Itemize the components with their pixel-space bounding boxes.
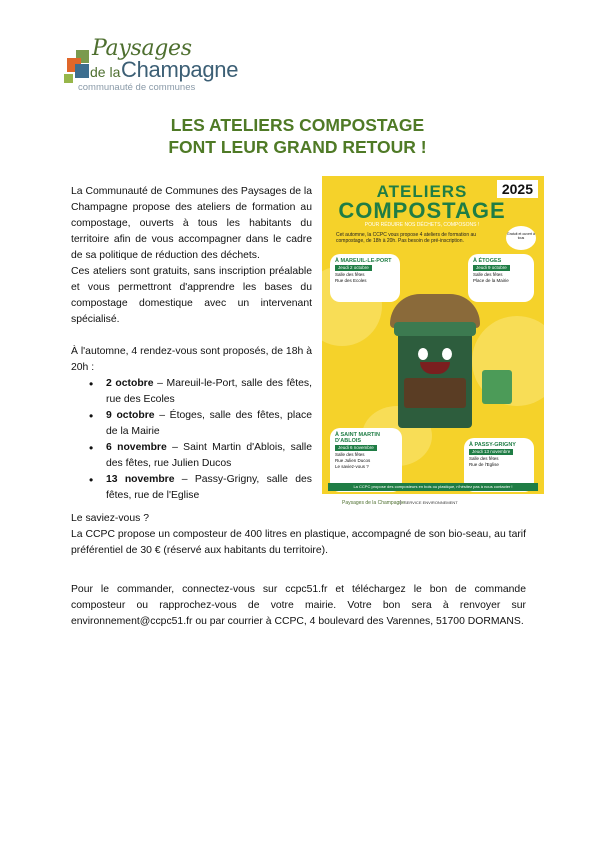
poster-info-bar: La CCPC propose des composteurs en bois ou plastique, n'hésitez pas à nous contacter !: [328, 483, 538, 491]
session-date: 2 octobre: [106, 378, 154, 389]
logo-line1: Paysages: [92, 36, 192, 61]
free-paragraph: Ces ateliers sont gratuits, sans inscription préalable et vous permettront d'apprendre les bases du compostage domestique avec un intervenant spécialisé.: [71, 266, 312, 325]
poster-title-2: COMPOSTAGE: [338, 198, 506, 223]
bubble-street: Rue Julien Ducos: [335, 458, 371, 463]
bubble-street: Rue de l'Eglise: [469, 462, 499, 467]
bubble-date: Jeudi 9 octobre: [473, 265, 510, 271]
title-line2: FONT LEUR GRAND RETOUR !: [168, 137, 427, 157]
poster-footer: [322, 494, 544, 517]
list-item: [71, 440, 312, 472]
list-item: [71, 472, 312, 504]
order-paragraph: Pour le commander, connectez-vous sur ccpc51.fr et téléchargez le bon de commande composteur ou rapprochez-vous de votre mairie. Votre bon sera à renvoyer sur environnement@ccpc51.fr ou par courrier à CCPC, 4 boulevard des Varennes, 51700 DORMANS.: [71, 584, 526, 627]
bubble-venue: Salle des fêtes: [335, 272, 365, 277]
poster-tagline: POUR RÉDUIRE NOS DÉCHETS, COMPOSONS !: [364, 222, 480, 228]
poster-session-bubble: [468, 254, 534, 302]
eye-icon: [442, 348, 452, 360]
list-item: [71, 376, 312, 408]
session-place: – Étoges, salle des fêtes, place de la Mairie: [106, 410, 312, 437]
organization-logo: [62, 36, 272, 96]
session-place: – Passy-Grigny, salle des fêtes, rue de l'Eglise: [106, 474, 312, 501]
bio-bucket-mascot: [482, 370, 512, 404]
bubble-place: À MAREUIL-LE-PORT: [335, 258, 392, 264]
session-place: – Saint Martin d'Ablois, salle des fêtes, rue Julien Ducos: [106, 442, 312, 469]
poster-intro: Cet automne, la CCPC vous propose 4 ateliers de formation au compostage, de 18h à 20h. Pas besoin de pré-inscription.: [336, 232, 477, 244]
eye-icon: [418, 348, 428, 360]
schedule-intro: À l'automne, 4 rendez-vous sont proposés, de 18h à 20h :: [71, 346, 312, 373]
poster-badge: Gratuit et ouvert à tous: [506, 226, 536, 250]
poster-session-bubble: [330, 254, 400, 302]
session-date: 13 novembre: [106, 474, 175, 485]
bubble-place: À SAINT MARTIN D'ABLOIS: [335, 432, 380, 444]
bubble-street: Place de la Mairie: [473, 278, 509, 283]
bubble-venue: Salle des fêtes: [335, 452, 365, 457]
session-date: 6 novembre: [106, 442, 167, 453]
bubble-place: À PASSY-GRIGNY: [469, 442, 516, 448]
bubble-venue: Salle des fêtes: [469, 456, 499, 461]
composter-soil: [404, 378, 466, 408]
logo-square: [75, 64, 89, 78]
bubble-place: À ÉTOGES: [473, 258, 502, 264]
workshop-poster: [322, 176, 544, 517]
poster-title-1: ATELIERS: [376, 182, 468, 201]
composter-mascot: [398, 322, 472, 432]
sessions-list: [71, 376, 312, 504]
session-date: 9 octobre: [106, 410, 155, 421]
title-line1: LES ATELIERS COMPOSTAGE: [170, 115, 425, 135]
bubble-venue: Salle des fêtes: [473, 272, 503, 277]
composter-lid: [394, 322, 476, 336]
intro-paragraph: La Communauté de Communes des Paysages de la Champagne propose des ateliers de formation au compostage, ouverts à tous les habitants du territoire afin de vous accompagner dans le cadre de sa politique de réduction des déchets.: [71, 186, 312, 261]
session-place: – Mareuil-le-Port, salle des fêtes, rue des Ecoles: [106, 378, 312, 405]
did-you-know-title: Le saviez-vous ?: [71, 513, 149, 524]
bubble-street: Rue des Ecoles: [335, 278, 367, 283]
did-you-know-text: La CCPC propose un composteur de 400 litres en plastique, accompagné de son bio-seau, au tarif préférentiel de 30 € (réservé aux habitants du territoire).: [71, 529, 526, 556]
logo-line2b: Champagne: [121, 57, 239, 82]
bubble-date: Jeudi 13 novembre: [469, 449, 513, 455]
poster-footer-logo: Paysages de la Champagne: [342, 500, 405, 506]
poster-footer-service: SERVICE ENVIRONNEMENT: [400, 500, 458, 505]
bubble-date: Jeudi 2 octobre: [335, 265, 372, 271]
logo-line2a: de la: [90, 64, 121, 80]
poster-year: 2025: [497, 180, 538, 198]
logo-square: [64, 74, 73, 83]
list-item: [71, 408, 312, 440]
page-title: [0, 114, 595, 158]
bubble-date: Jeudi 6 novembre: [335, 445, 377, 451]
logo-subtitle: communauté de communes: [78, 82, 196, 93]
bubble-extra: Le saviez-vous ?: [335, 464, 369, 469]
